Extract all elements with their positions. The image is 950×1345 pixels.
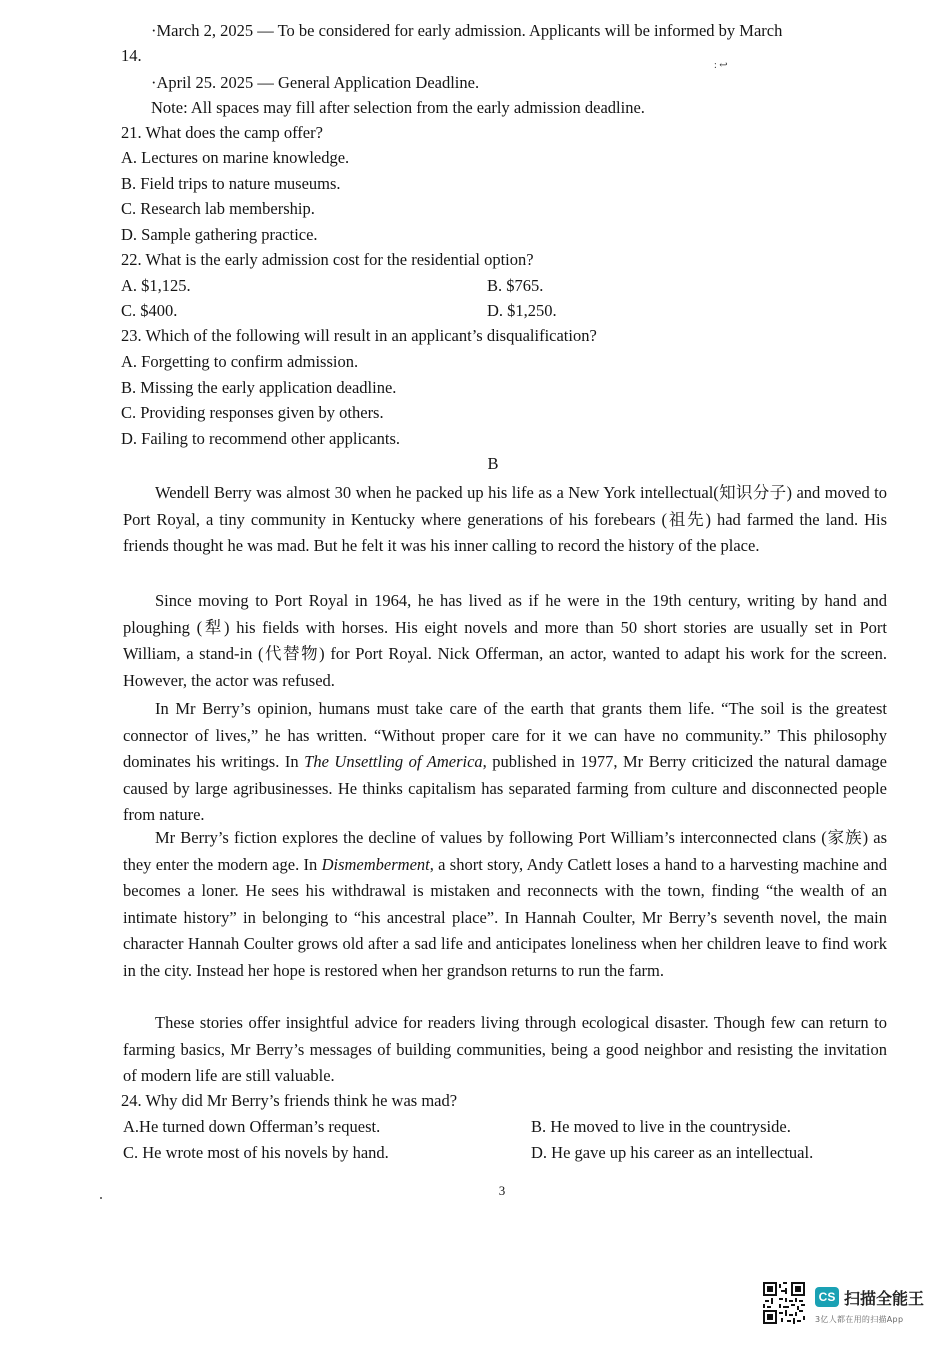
stray-mark: : ↩ xyxy=(714,60,728,71)
story-title-dismemberment: Dismemberment xyxy=(321,854,430,874)
passage-paragraph-1: Wendell Berry was almost 30 when he packed up his life as a New York intellectual(知识分子) and moved to Port Royal, a tiny community in Kentucky where generations of his forebears (祖先) had farmed the land. His friends thought he was mad. But he felt it was his inner calling to record the history of the place. xyxy=(123,483,887,555)
question-21-option-a: A. Lectures on marine knowledge. xyxy=(121,148,350,167)
question-23-option-a: A. Forgetting to confirm admission. xyxy=(121,352,359,371)
question-22-option-a: A. $1,125. xyxy=(121,276,191,295)
schedule-early-admission-cont: 14. xyxy=(121,46,142,65)
book-title-unsettling: The Unsettling of America xyxy=(304,752,483,771)
question-23-option-c: C. Providing responses given by others. xyxy=(121,403,384,422)
passage-paragraph-5: These stories offer insightful advice for readers living through ecological disaster. Though few can return to farming basics, Mr Berry’s messages of building communities, being a good neighbor and resisting the invitation of modern life are still valuable. xyxy=(123,1013,887,1085)
camscanner-name: 扫描全能王 xyxy=(844,1289,925,1308)
question-22-option-c: C. $400. xyxy=(121,301,178,320)
qr-code-icon xyxy=(763,1282,805,1324)
question-23-option-b: B. Missing the early application deadline. xyxy=(121,378,397,397)
camscanner-logo: CS xyxy=(815,1287,839,1307)
paragraph-3-text-before: In Mr Berry’s opinion, humans must take care of the earth that grants them life. “The soil is the greatest connector of lives,” he has written. “Without proper care for it we can have no community.” This philosophy dominates his writings. In xyxy=(123,699,887,771)
question-22-option-b: B. $765. xyxy=(487,276,544,295)
schedule-early-admission: ·March 2, 2025 — To be considered for early admission. Applicants will be informed by March xyxy=(151,21,783,40)
question-23-stem: 23. Which of the following will result in an applicant’s disqualification? xyxy=(121,326,597,345)
question-24-stem: 24. Why did Mr Berry’s friends think he was mad? xyxy=(121,1091,458,1110)
question-21-option-b: B. Field trips to nature museums. xyxy=(121,174,341,193)
question-22-stem: 22. What is the early admission cost for the residential option? xyxy=(121,250,534,269)
question-24-option-c: C. He wrote most of his novels by hand. xyxy=(123,1143,389,1162)
schedule-note: Note: All spaces may fill after selection from the early admission deadline. xyxy=(151,98,645,117)
question-24-option-a: A.He turned down Offerman’s request. xyxy=(123,1117,381,1136)
question-21-option-d: D. Sample gathering practice. xyxy=(121,225,318,244)
paragraph-4-text-after: , a short story, Andy Catlett loses a hand to a harvesting machine and becomes a loner. He sees his withdrawal is mistaken and reconnects with the town, finding “the wealth of an intimate history” in belonging to “his ancestral place”. In Hannah Coulter, Mr Berry’s seventh novel, the main character Hannah Coulter grows old after a sad life and anticipates loneliness when her children leave to find work in the city. Instead her hope is restored when her grandson returns to run the farm. xyxy=(123,854,887,980)
paragraph-4-text-before: Mr Berry’s fiction explores the decline of values by following Port William’s interconnected clans (家族) as they enter the modern age. In xyxy=(123,828,887,874)
page-number: 3 xyxy=(498,1183,506,1198)
scan-speck xyxy=(100,1197,102,1199)
paragraph-3-text-after: , published in 1977, Mr Berry criticized the natural damage caused by large agribusinesses. He thinks capitalism has separated farming from culture and disconnected people from nature. xyxy=(123,752,888,824)
question-22-option-d: D. $1,250. xyxy=(487,301,557,320)
question-21-stem: 21. What does the camp offer? xyxy=(121,123,323,142)
passage-paragraph-2: Since moving to Port Royal in 1964, he has lived as if he were in the 19th century, writing by hand and ploughing (犁) his fields with horses. His eight novels and more than 50 short stories are usually set in Port William, a stand-in (代替物) for Port Royal. Nick Offerman, an actor, wanted to adapt his work for the screen. However, the actor was refused. xyxy=(123,591,887,690)
section-b-heading: B xyxy=(487,454,499,473)
camscanner-tagline: 3亿人都在用的扫描App xyxy=(815,1315,904,1324)
question-24-option-d: D. He gave up his career as an intellectual. xyxy=(531,1143,814,1162)
question-24-option-b: B. He moved to live in the countryside. xyxy=(531,1117,791,1136)
passage-paragraph-4 xyxy=(123,825,887,984)
schedule-general-deadline: ·April 25. 2025 — General Application Deadline. xyxy=(151,73,480,92)
question-21-option-c: C. Research lab membership. xyxy=(121,199,315,218)
passage-paragraph-3 xyxy=(123,696,887,829)
question-23-option-d: D. Failing to recommend other applicants. xyxy=(121,429,401,448)
